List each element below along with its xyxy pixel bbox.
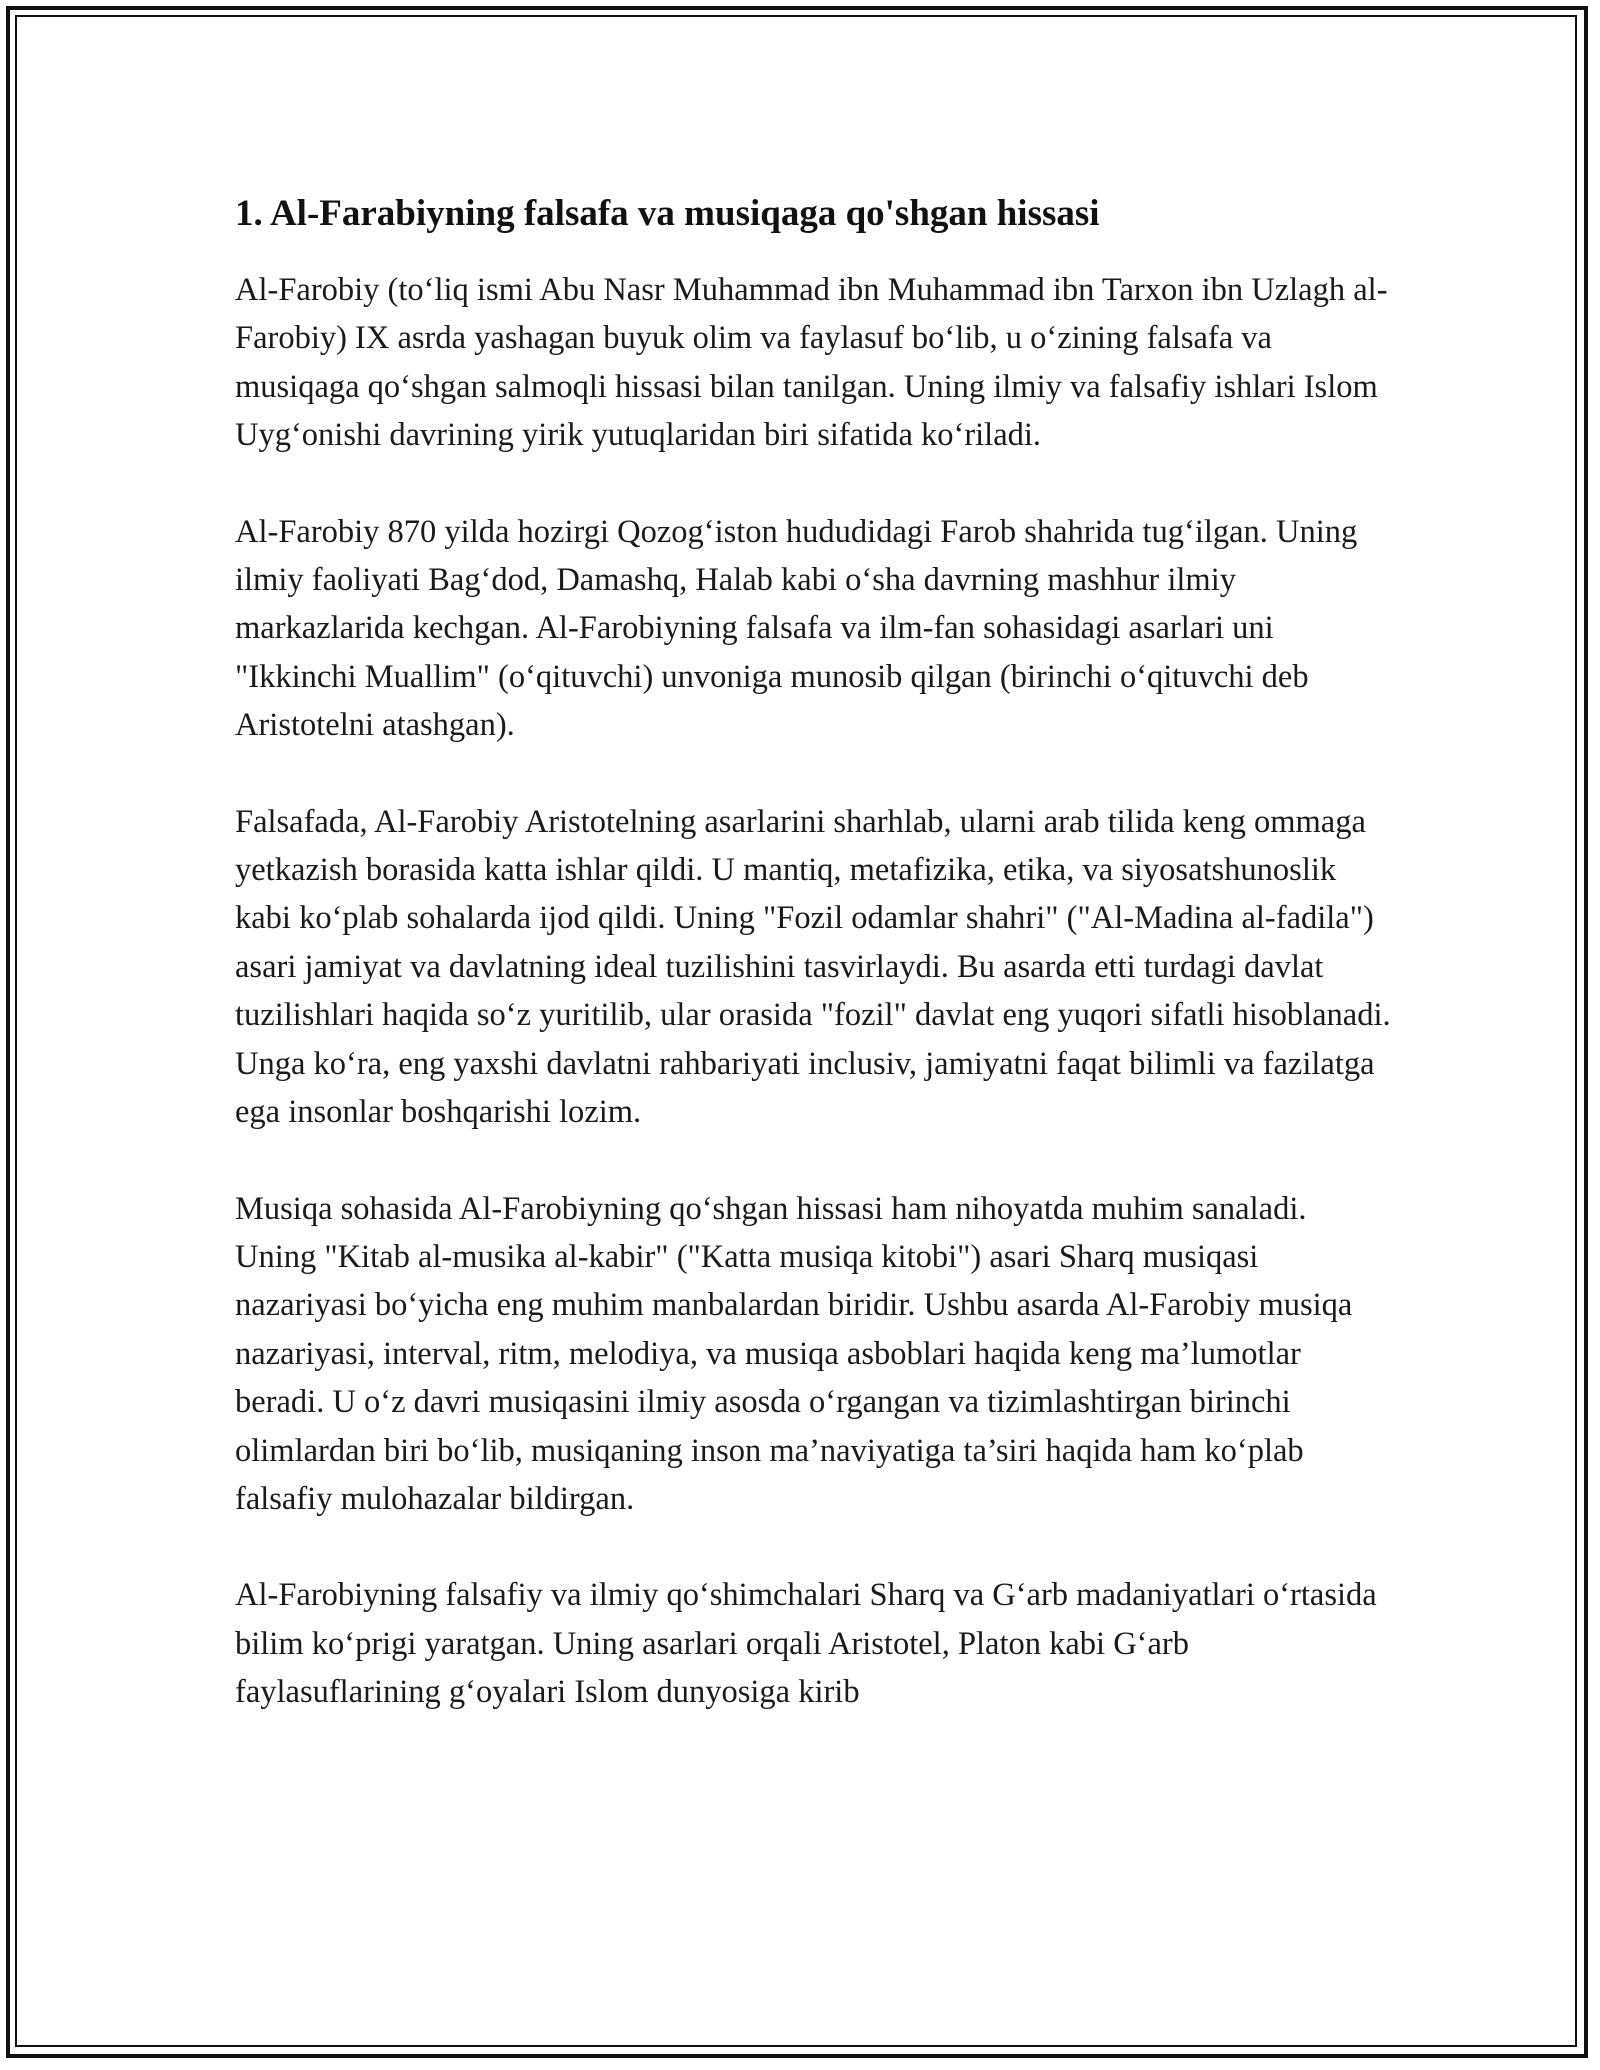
paragraph-legacy: Al-Farobiyning falsafiy va ilmiy qo‘shimchalari Sharq va G‘arb madaniyatlari o‘rtasida bilim ko‘prigi yaratgan. Uning asarlari orqali Aristotel, Platon kabi G‘arb faylasuflarining g‘oyalari Islom dunyosiga kirib <box>235 1577 1377 1711</box>
paragraph-intro: Al-Farobiy (to‘liq ismi Abu Nasr Muhammad ibn Muhammad ibn Tarxon ibn Uzlagh al-Farobiy) IX asrda yashagan buyuk olim va faylasuf bo‘lib, u o‘zining falsafa va musiqaga qo‘shgan salmoqli hissasi bilan tanilgan. Uning ilmiy va falsafiy ishlari Islom Uyg‘onishi davrining yirik yutuqlaridan biri sifatida ko‘riladi. <box>235 272 1388 454</box>
paragraph-music: Musiqa sohasida Al-Farobiyning qo‘shgan hissasi ham nihoyatda muhim sanaladi. Uning "Kitab al-musika al-kabir" ("Katta musiqa kitobi") asari Sharq musiqasi nazariyasi bo‘yicha eng muhim manbalardan biridir. Ushbu asarda Al-Farobiy musiqa nazariyasi, interval, ritm, melodiya, va musiqa asboblari haqida keng ma’lumotlar beradi. U o‘z davri musiqasini ilmiy asosda o‘rgangan va tizimlashtirgan birinchi olimlardan biri bo‘lib, musiqaning inson ma’naviyatiga ta’siri haqida ham ko‘plab falsafiy mulohazalar bildirgan. <box>235 1190 1353 1517</box>
paragraph-philosophy: Falsafada, Al-Farobiy Aristotelning asarlarini sharhlab, ularni arab tilida keng ommaga yetkazish borasida katta ishlar qildi. U mantiq, metafizika, etika, va siyosatshunoslik kabi ko‘plab sohalarda ijod qildi. Uning "Fozil odamlar shahri" ("Al-Madina al-fadila") asari jamiyat va davlatning ideal tuzilishini tasvirlaydi. Bu asarda etti turdagi davlat tuzilishlari haqida so‘z yuritilib, ular orasida "fozil" davlat eng yuqori sifatli hisoblanadi. Unga ko‘ra, eng yaxshi davlatni rahbariyati inclusiv, jamiyatni faqat bilimli va fazilatga ega insonlar boshqarishi lozim. <box>235 803 1391 1131</box>
section-heading: 1. Al-Farabiyning falsafa va musiqaga qo'shgan hissasi <box>235 193 1100 234</box>
paragraph-biography: Al-Farobiy 870 yilda hozirgi Qozog‘iston hududidagi Farob shahrida tug‘ilgan. Uning ilmiy faoliyati Bag‘dod, Damashq, Halab kabi o‘sha davrning mashhur ilmiy markazlarida kechgan. Al-Farobiyning falsafa va ilm-fan sohasidagi asarlari uni "Ikkinchi Muallim" (o‘qituvchi) unvoniga munosib qilgan (birinchi o‘qituvchi deb Aristotelni atashgan). <box>235 513 1358 744</box>
document-body <box>235 190 1395 1765</box>
